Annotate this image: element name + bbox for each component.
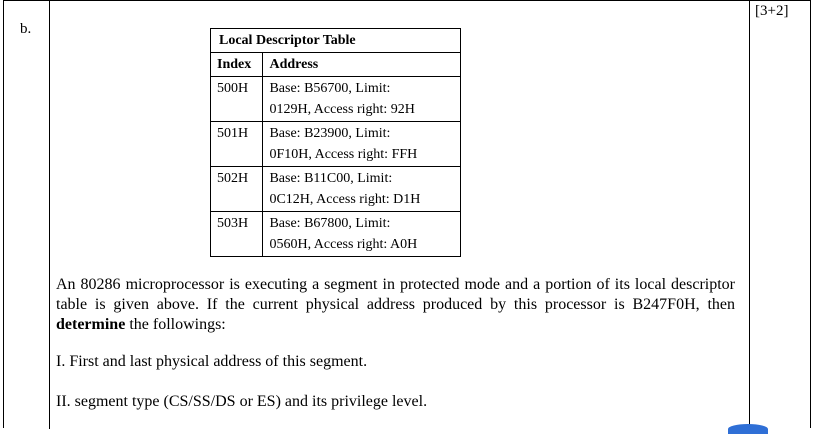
row-address <box>263 167 461 212</box>
table-title: Local Descriptor Table <box>211 29 461 53</box>
local-descriptor-table <box>210 28 461 257</box>
row-index: 501H <box>211 122 263 167</box>
row-index: 500H <box>211 77 263 122</box>
sub-question-2: II. segment type (CS/SS/DS or ES) and its privilege level. <box>56 393 428 410</box>
table-title-row <box>211 29 461 53</box>
paragraph-text-before: An 80286 microprocessor is executing a segment in protected mode and a portion of its local descriptor table is given above. If the current physical address produced by this processor is B247F0H, then <box>56 276 735 313</box>
scroll-indicator-icon <box>728 424 768 434</box>
question-label: b. <box>20 21 32 37</box>
header-address: Address <box>263 53 461 77</box>
row-address <box>263 77 461 122</box>
row-index: 503H <box>211 212 263 257</box>
marks-allocation: [3+2] <box>755 3 789 19</box>
question-paragraph <box>56 275 735 335</box>
address-line-2: 0129H, Access right: 92H <box>269 102 415 117</box>
row-address <box>263 122 461 167</box>
table-row <box>211 212 461 257</box>
address-line-1: Base: B67800, Limit: <box>269 216 391 231</box>
row-address <box>263 212 461 257</box>
column-divider-right <box>749 1 750 429</box>
column-divider-left <box>49 1 50 429</box>
table-row <box>211 122 461 167</box>
address-line-2: 0C12H, Access right: D1H <box>269 192 421 207</box>
address-line-1: Base: B23900, Limit: <box>269 126 391 141</box>
address-line-1: Base: B56700, Limit: <box>269 81 391 96</box>
paragraph-text-after: the followings: <box>125 316 226 333</box>
address-line-1: Base: B11C00, Limit: <box>269 171 393 186</box>
header-index: Index <box>211 53 263 77</box>
table-header-row <box>211 53 461 77</box>
table-row <box>211 77 461 122</box>
paragraph-bold-word: determine <box>56 316 126 333</box>
table-row <box>211 167 461 212</box>
address-line-2: 0560H, Access right: A0H <box>269 237 418 252</box>
row-index: 502H <box>211 167 263 212</box>
address-line-2: 0F10H, Access right: FFH <box>269 147 418 162</box>
sub-question-1: I. First and last physical address of this segment. <box>56 353 368 370</box>
